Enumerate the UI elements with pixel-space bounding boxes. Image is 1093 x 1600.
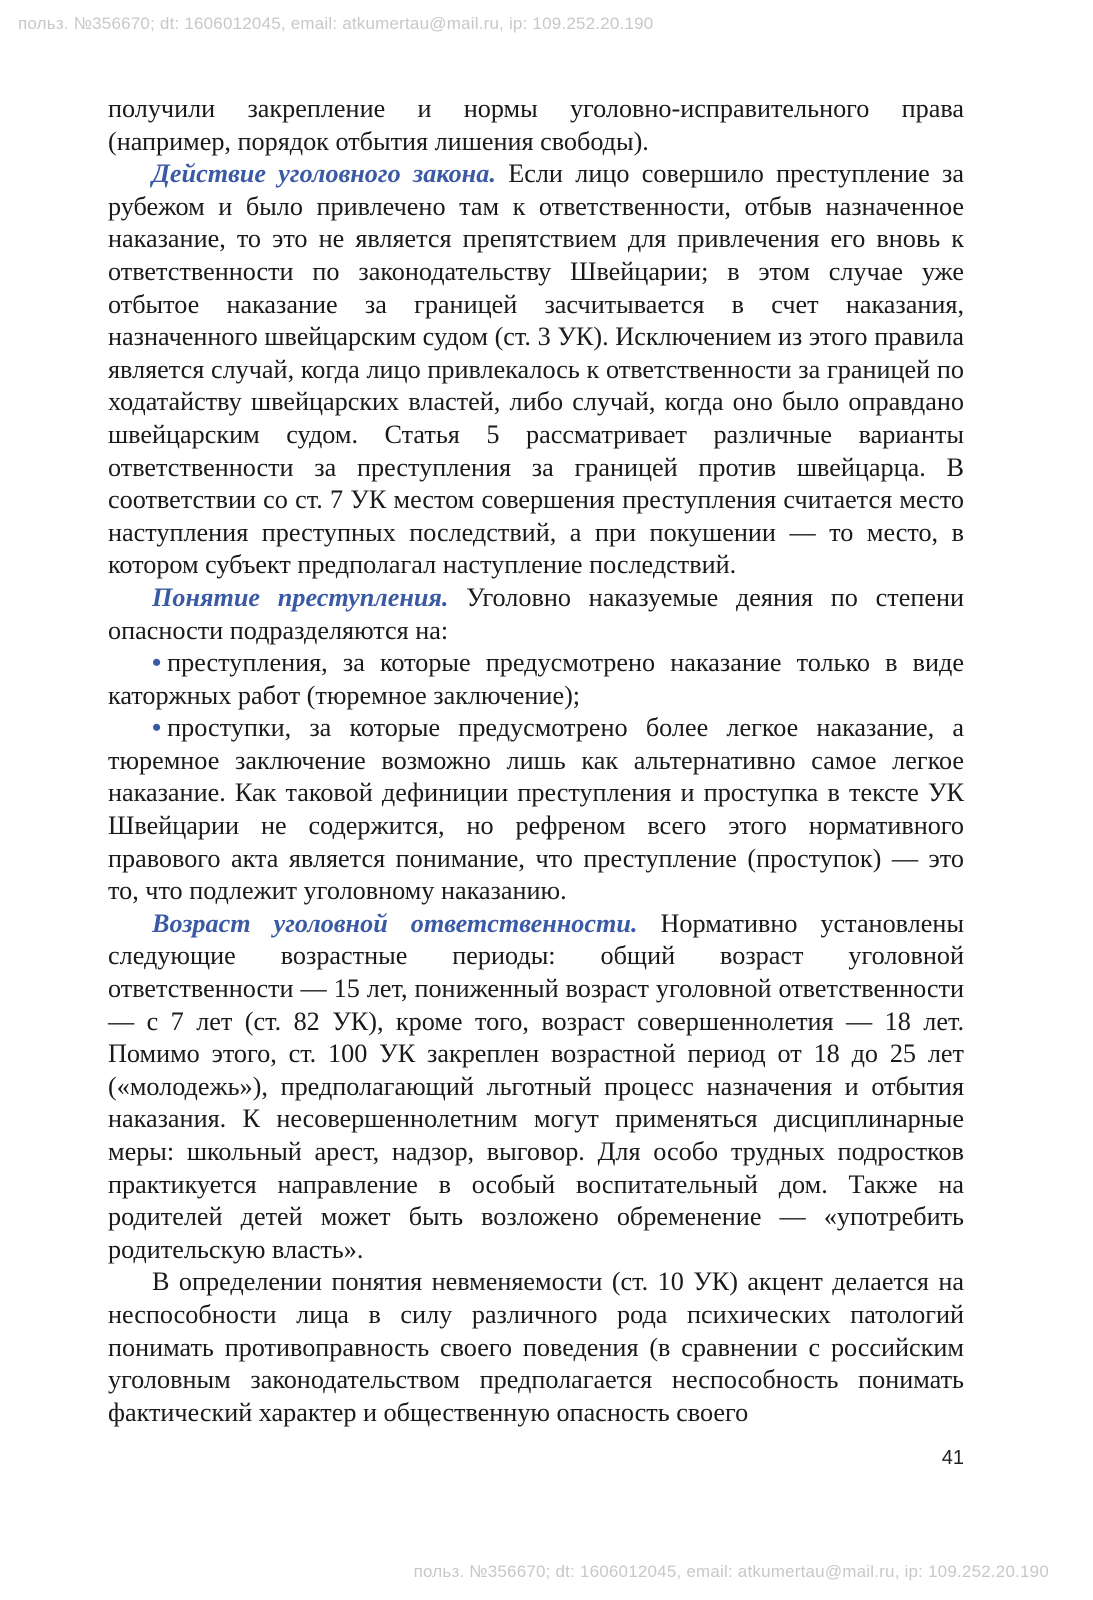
page-body (108, 93, 964, 1429)
paragraph-criminal-law-action (108, 158, 964, 582)
paragraph-text: Уголовно наказуемые деяния по степени опасности подразделяются на: (108, 582, 964, 645)
bullet-text: проступки, за которые предусмотрено более легкое наказание, а тюремное заключение возможно лишь как альтернативно самое легкое наказание. Как таковой дефиниции преступления и проступка в тексте УК Швейцарии не содержится, но рефреном всего этого нормативного правового акта является понимание, что преступление (проступок) — это то, что подлежит уголовному наказанию. (108, 713, 964, 906)
bullet-icon: • (152, 648, 162, 678)
paragraph-age-of-responsibility (108, 908, 964, 1267)
paragraph-continuation (108, 93, 964, 158)
paragraph-text: В определении понятия невменяемости (ст. 10 УК) акцент делается на неспособности лица в силу различного рода психических патологий понимать противоправность своего поведения (в сравнении с российским уголовным законодательством предполагается неспособность понимать фактический характер и общественную опасность своего (108, 1267, 964, 1427)
paragraph-insanity (108, 1266, 964, 1429)
section-heading-criminal-law-action: Действие уголовного закона. (152, 159, 496, 189)
section-heading-crime-concept: Понятие преступления. (152, 582, 449, 612)
bullet-text: преступления, за которые предусмотрено наказание только в виде каторжных работ (тюремное заключение); (108, 648, 964, 710)
paragraph-crime-concept (108, 582, 964, 647)
bullet-item-crimes (108, 647, 964, 712)
watermark-top: польз. №356670; dt: 1606012045, email: atkumertau@mail.ru, ip: 109.252.20.190 (18, 14, 654, 33)
paragraph-text: Если лицо совершило преступление за рубежом и было привлечено там к ответственности, отбыв назначенное наказание, то это не является препятствием для привлечения его вновь к ответственности по законодательству Швейцарии; в этом случае уже отбытое наказание за границей засчитывается в счет наказания, назначенного швейцарским судом (ст. 3 УК). Исключением из этого правила является случай, когда лицо привлекалось к ответственности за границей по ходатайству швейцарских властей, либо случай, когда оно было оправдано швейцарским судом. Статья 5 рассматривает различные варианты ответственности за преступления за границей против швейцарца. В соответствии со ст. 7 УК местом совершения преступления считается место наступления преступных последствий, а при покушении — то место, в котором субъект предполагал наступление последствий. (108, 159, 964, 580)
paragraph-text: Нормативно установлены следующие возрастные периоды: общий возраст уголовной ответственности — 15 лет, пониженный возраст уголовной ответственности — с 7 лет (ст. 82 УК), кроме того, возраст совершеннолетия — 18 лет. Помимо этого, ст. 100 УК закреплен возрастной период от 18 до 25 лет («молодежь»), предполагающий льготный процесс назначения и отбытия наказания. К несовершеннолетним могут применяться дисциплинарные меры: школьный арест, надзор, выговор. Для особо трудных подростков практикуется направление в особый воспитательный дом. Также на родителей детей может быть возложено обременение — «употребить родительскую власть». (108, 908, 964, 1264)
section-heading-age-of-responsibility: Возраст уголовной ответственности. (152, 908, 638, 938)
bullet-icon: • (152, 713, 162, 743)
page-number: 41 (941, 1447, 964, 1469)
watermark-bottom: польз. №356670; dt: 1606012045, email: atkumertau@mail.ru, ip: 109.252.20.190 (413, 1562, 1049, 1581)
paragraph-text: получили закрепление и нормы уголовно-исправительного права (например, порядок отбытия лишения свободы). (108, 94, 964, 156)
bullet-item-misdemeanors (108, 712, 964, 908)
